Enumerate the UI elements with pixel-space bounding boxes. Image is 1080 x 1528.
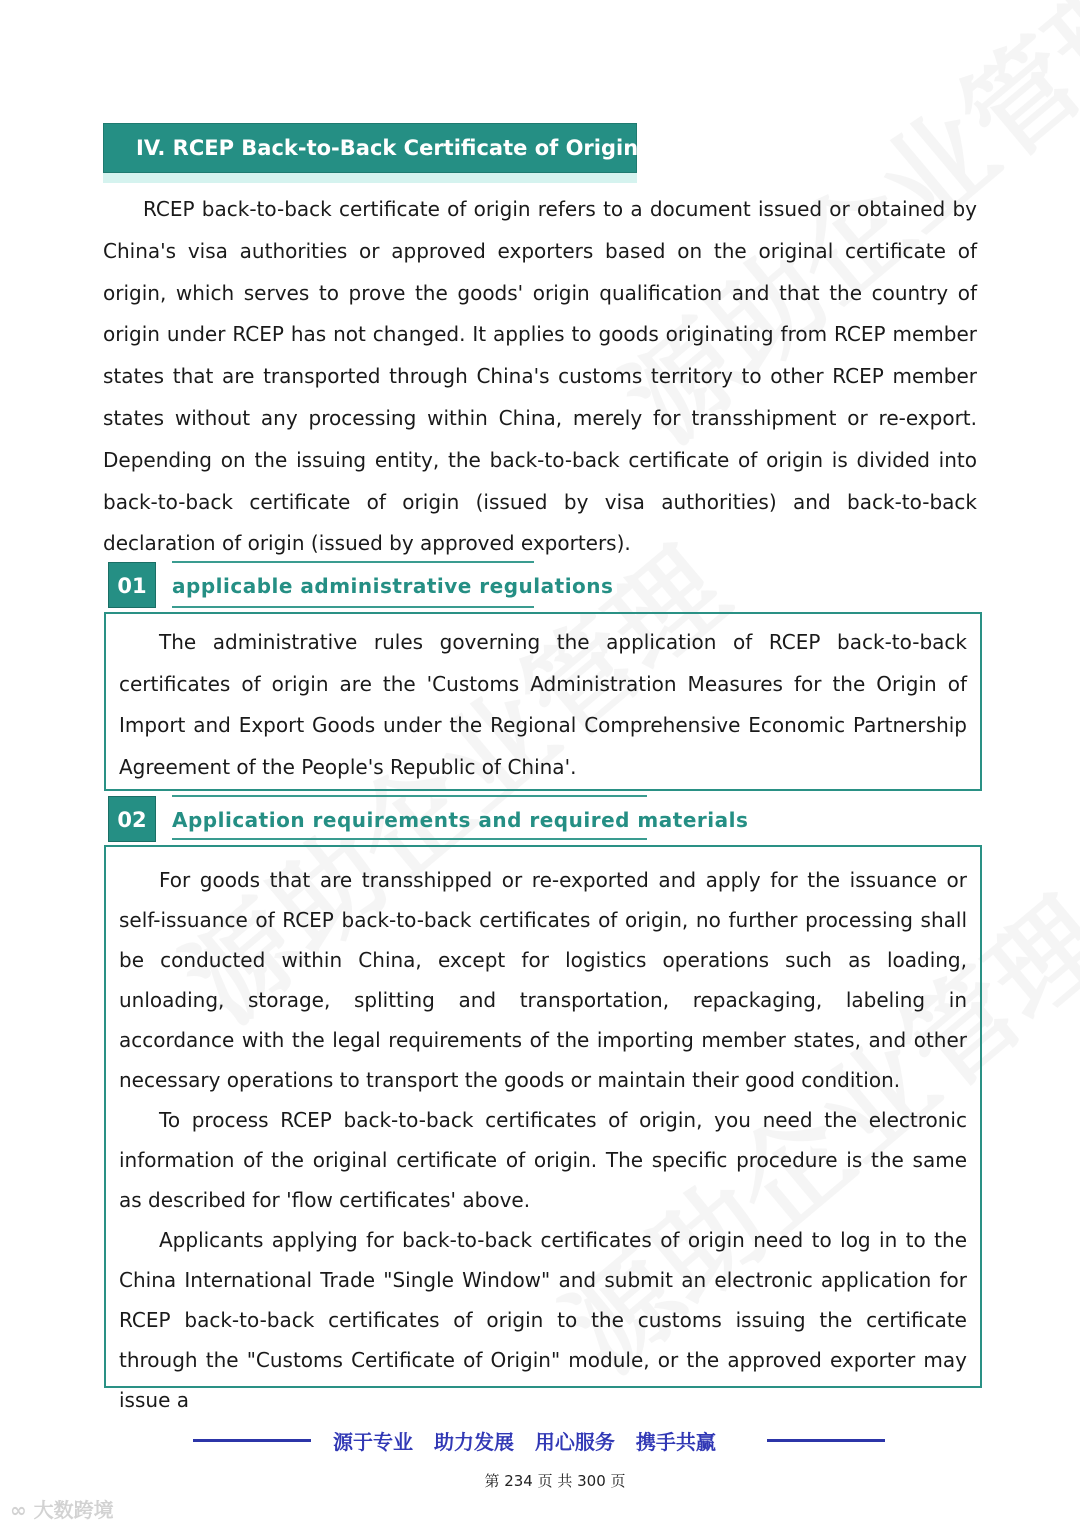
section-paragraph: The administrative rules governing the application of RCEP back-to-back certificates of origin are the 'Customs Administration Measures for the Origin of Import and Export Goods under the Regional Comprehensive Economic Partnership Agreement of the People's Republic of China'. <box>119 630 967 780</box>
footer-line-left <box>193 1439 311 1442</box>
divider <box>172 606 534 608</box>
heading-underline-strip <box>103 173 637 183</box>
section-paragraph: Applicants applying for back-to-back certificates of origin need to log in to the China International Trade "Single Window" and submit an electronic application for RCEP back-to-back certificates of origin to the customs issuing the certificate through the "Customs Certificate of Origin" module, or the approved exporter may issue a <box>119 1228 967 1412</box>
section-paragraph: To process RCEP back-to-back certificates of origin, you need the electronic information of the original certificate of origin. The specific procedure is the same as described for 'flow certificates' above. <box>119 1108 967 1212</box>
footer-line-right <box>767 1439 885 1442</box>
section-number: 01 <box>108 562 156 608</box>
section-paragraph: For goods that are transshipped or re-exported and apply for the issuance or self-issuance of RCEP back-to-back certificates of origin, no further processing shall be conducted within China, except for logistics operations such as loading, unloading, storage, splitting and transportation, repackaging, labeling in accordance with the legal requirements of the importing member states, and other necessary operations to transport the goods or maintain their good condition. <box>119 868 967 1092</box>
subsection-title: applicable administrative regulations <box>172 574 614 598</box>
section-heading <box>103 123 637 173</box>
logo-text: 大数跨境 <box>33 1498 114 1522</box>
divider <box>172 795 647 797</box>
section-02-box <box>104 845 982 1412</box>
footer-slogan: 源于专业 助力发展 用心服务 携手共赢 <box>333 1430 716 1454</box>
section-heading-text: IV. RCEP Back-to-Back Certificate of Origin <box>136 136 639 160</box>
section-01-box <box>104 612 982 791</box>
page-number: 第 234 页 共 300 页 <box>484 1472 626 1490</box>
brand-logo: ∞ 大数跨境 <box>10 1498 114 1522</box>
subsection-title: Application requirements and required materials <box>172 808 749 832</box>
divider <box>172 561 534 563</box>
section-number: 02 <box>108 796 156 842</box>
divider <box>172 838 647 840</box>
intro-paragraph: RCEP back-to-back certificate of origin refers to a document issued or obtained by China's visa authorities or approved exporters based on the original certificate of origin, which serves to prove the goods' origin qualification and that the country of origin under RCEP has not changed. It applies to goods originating from RCEP member states that are transported through China's customs territory to other RCEP member states without any processing within China, merely for transshipment or re-export. Depending on the issuing entity, the back-to-back certificate of origin is divided into back-to-back certificate of origin (issued by visa authorities) and back-to-back declaration of origin (issued by approved exporters). <box>103 197 977 556</box>
